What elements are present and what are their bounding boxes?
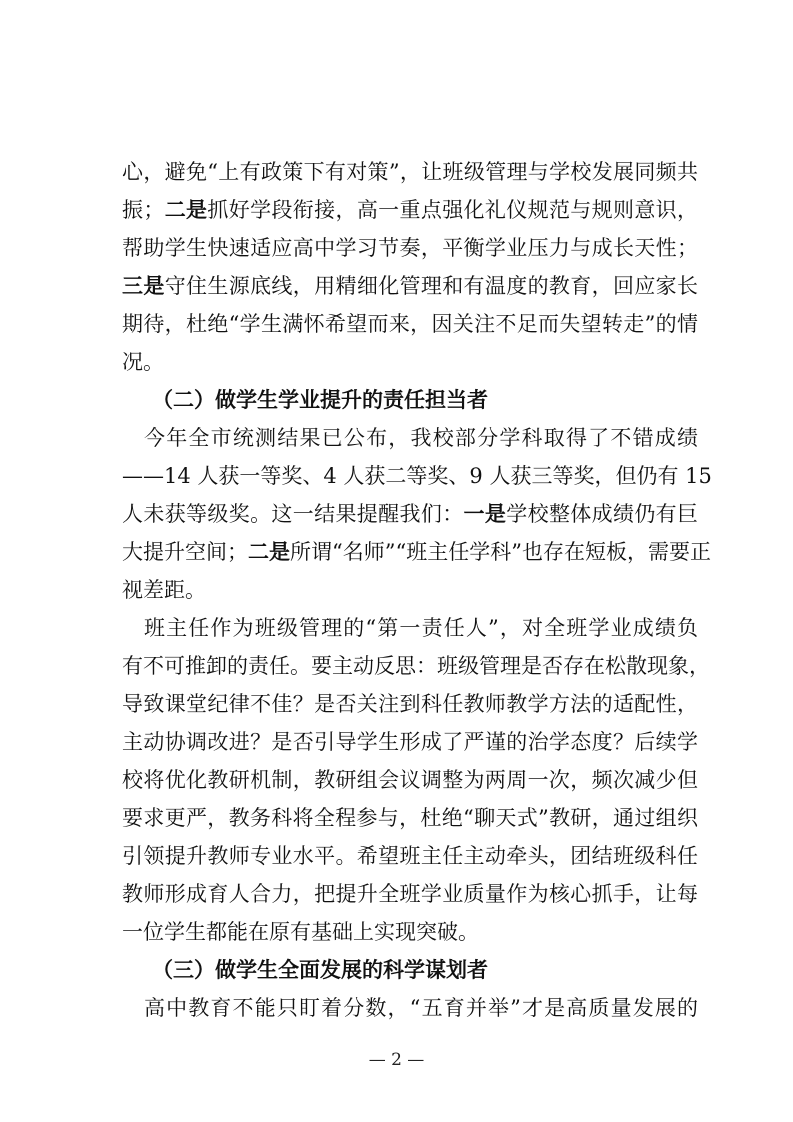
- paragraph-line: [122, 837, 698, 875]
- document-body: [122, 153, 712, 1027]
- text-segment: 班主任作为班级管理的“第一责任人”，对全班学业成绩负: [144, 616, 698, 640]
- paragraph-line: [122, 343, 698, 381]
- text-segment: 要求更严，教务科将全程参与，杜绝“聊天式”教研，通过组织: [122, 806, 698, 830]
- paragraph-line: [122, 799, 698, 837]
- text-segment: 所谓“名师”“班主任学科”也存在短板，需要正: [290, 540, 711, 564]
- text-segment: 帮助学生快速适应高中学习节奏，平衡学业压力与成长天性；: [122, 236, 698, 260]
- text-segment: 振；: [122, 198, 165, 222]
- bold-marker: 二是: [164, 197, 208, 222]
- text-segment: 况。: [122, 350, 164, 374]
- paragraph-line: [122, 153, 698, 191]
- paragraph-line: [122, 495, 698, 533]
- paragraph-line: [122, 533, 711, 571]
- text-segment: 今年全市统测结果已公布，我校部分学科取得了不错成绩: [144, 426, 698, 450]
- section-heading: （二）做学生学业提升的责任担当者: [152, 387, 488, 412]
- text-segment: 教师形成育人合力，把提升全班学业质量作为核心抓手，让每: [122, 882, 698, 906]
- text-segment: 守住生源底线，用精细化管理和有温度的教育，回应家长: [164, 274, 699, 298]
- text-segment: 主动协调改进？是否引导学生形成了严谨的治学态度？后续学: [122, 730, 698, 754]
- bold-marker: 一是: [463, 501, 507, 526]
- paragraph-line: [122, 609, 698, 647]
- paragraph-line: [122, 761, 698, 799]
- text-segment: ——14 人获一等奖、4 人获二等奖、9 人获三等奖，但仍有 15: [122, 464, 712, 488]
- paragraph-line: [122, 457, 712, 495]
- text-segment: 抓好学段衔接，高一重点强化礼仪规范与规则意识，: [207, 198, 699, 222]
- text-segment: 人未获等级奖。这一结果提醒我们：: [122, 502, 464, 526]
- paragraph-line: [122, 191, 698, 229]
- paragraph-line: [122, 267, 698, 305]
- paragraph-line: [122, 723, 698, 761]
- text-segment: 有不可推卸的责任。要主动反思：班级管理是否存在松散现象，: [122, 654, 710, 678]
- text-segment: 高中教育不能只盯着分数，“五育并举”才是高质量发展的: [144, 996, 698, 1020]
- text-segment: 心，避免“上有政策下有对策”，让班级管理与学校发展同频共: [122, 160, 698, 184]
- text-segment: 一位学生都能在原有基础上实现突破。: [122, 920, 479, 944]
- paragraph-line: [122, 989, 698, 1027]
- paragraph-line: [122, 419, 698, 457]
- text-segment: 视差距。: [122, 578, 206, 602]
- text-segment: 大提升空间；: [122, 540, 248, 564]
- page-number: — 2 —: [368, 1050, 425, 1070]
- paragraph-line: [122, 875, 698, 913]
- paragraph-line: [122, 305, 698, 343]
- text-segment: 导致课堂纪律不佳？是否关注到科任教师教学方法的适配性，: [122, 692, 698, 716]
- paragraph-line: [122, 685, 698, 723]
- bold-marker: 二是: [248, 539, 290, 564]
- paragraph-line: [122, 647, 710, 685]
- bold-marker: 三是: [122, 273, 165, 298]
- text-segment: 学校整体成绩仍有巨: [506, 502, 699, 526]
- text-segment: 期待，杜绝“学生满怀希望而来，因关注不足而失望转走”的情: [122, 312, 698, 336]
- paragraph-line: [122, 229, 698, 267]
- section-heading: （三）做学生全面发展的科学谋划者: [152, 957, 488, 982]
- paragraph-line: [122, 571, 698, 609]
- paragraph-line: [122, 913, 698, 951]
- text-segment: 引领提升教师专业水平。希望班主任主动牵头，团结班级科任: [122, 844, 698, 868]
- text-segment: 校将优化教研机制，教研组会议调整为两周一次，频次减少但: [122, 768, 698, 792]
